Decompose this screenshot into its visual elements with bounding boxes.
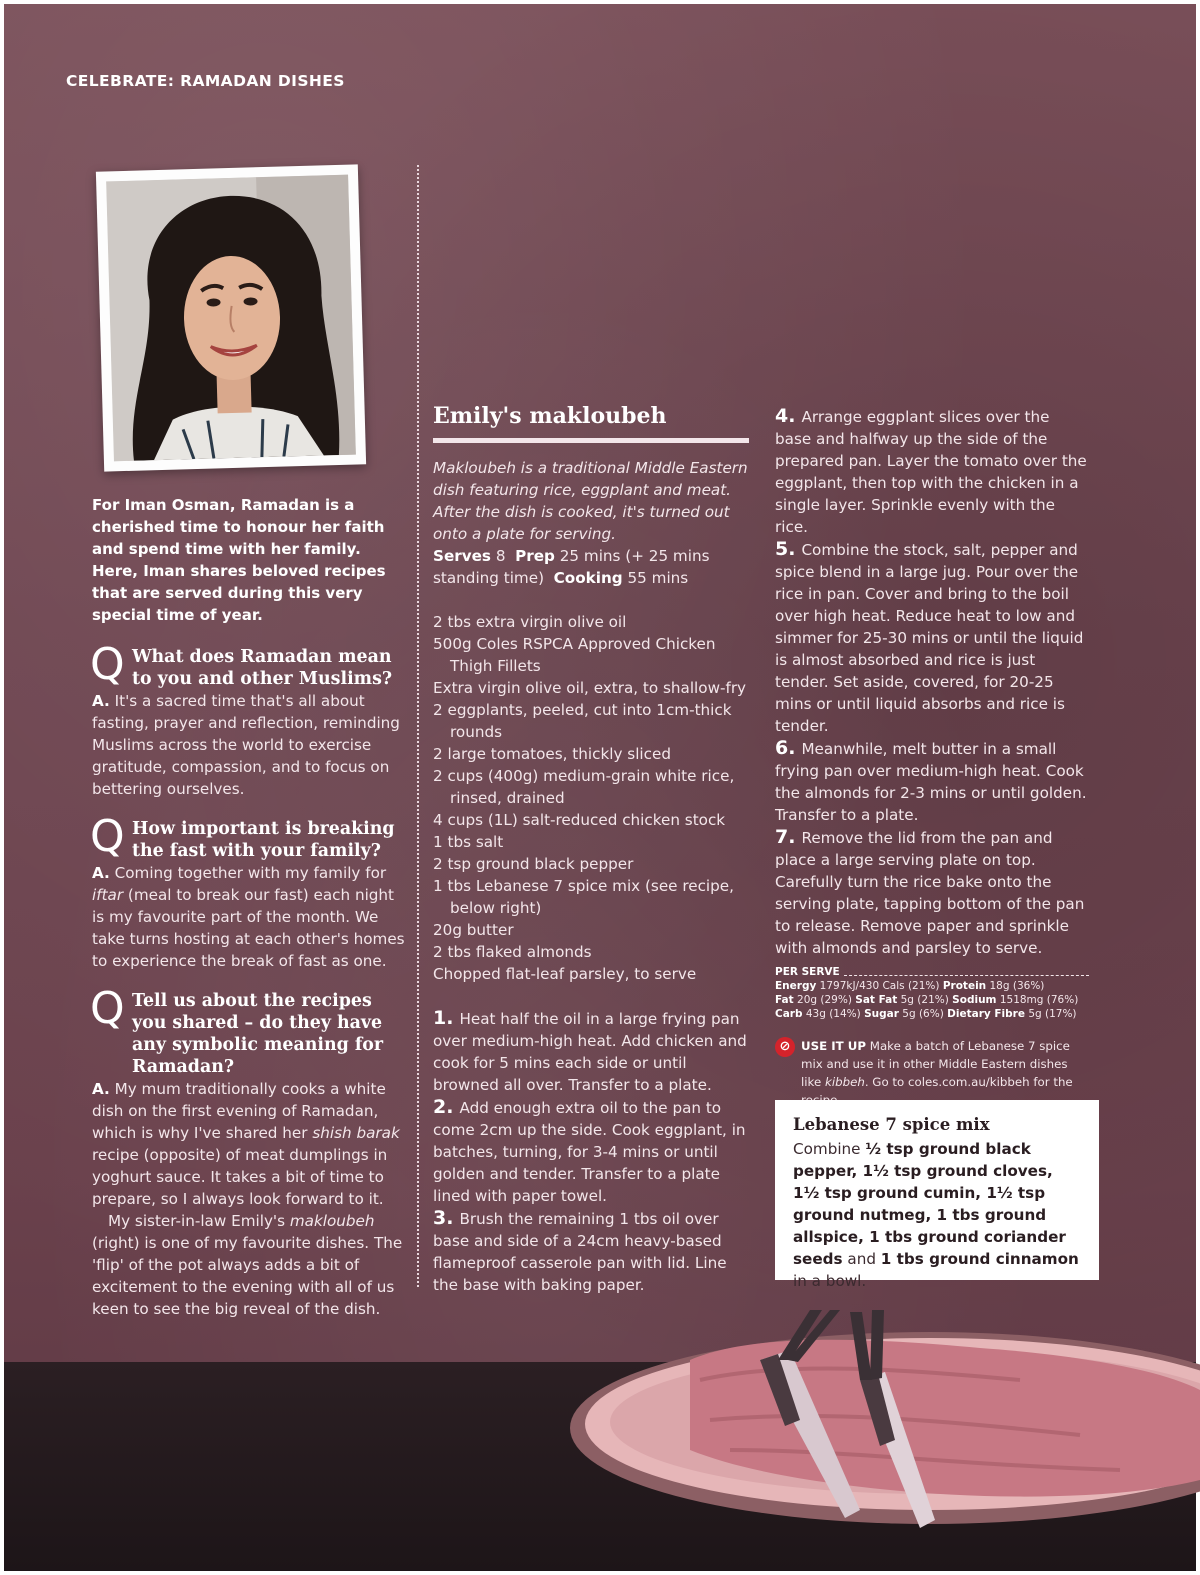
ingredient-item: 1 tbs Lebanese 7 spice mix (see recipe, below right) xyxy=(433,877,734,917)
method-step xyxy=(775,538,1089,737)
answer-lead: A. xyxy=(92,692,110,710)
answer-text: Coming together with my family for xyxy=(109,864,387,882)
intro-text: For Iman Osman, Ramadan is a cherished time to honour her faith and spend time with her family. Here, Iman shares beloved recipes that are served during this very special time of year. xyxy=(92,496,386,624)
step-text: Arrange eggplant slices over the base and halfway up the side of the prepared pan. Layer the tomato over the eggplant, then top with the chicken in a single layer. Sprinkle evenly with the rice. xyxy=(775,408,1087,536)
section-kicker: CELEBRATE: RAMADAN DISHES xyxy=(66,72,345,90)
method-step xyxy=(775,826,1089,959)
use-it-up-label: USE IT UP xyxy=(801,1039,867,1053)
prep-value: 25 mins (+ 25 mins standing time) xyxy=(433,547,710,587)
ingredient-item: 2 large tomatoes, thickly sliced xyxy=(433,745,671,763)
answer-lead: A. xyxy=(92,1080,110,1098)
method-continued-column xyxy=(775,405,1089,1109)
nutrition-heading xyxy=(775,965,1089,979)
use-it-up-emphasis: kibbeh xyxy=(824,1075,865,1089)
method-steps xyxy=(433,1007,749,1296)
portrait-photo xyxy=(96,164,366,471)
question xyxy=(90,811,408,862)
method-step xyxy=(433,1096,749,1207)
step-text: Meanwhile, melt butter in a small frying pan over medium-high heat. Cook the almonds for 2-3 mins or until golden. Transfer to a plate. xyxy=(775,740,1087,824)
method-step xyxy=(775,737,1089,826)
serves-value: 8 xyxy=(495,547,506,565)
step-text: Remove the lid from the pan and place a large serving plate on top. Carefully turn the rice bake onto the serving plate, tapping bottom of the pan to release. Remove paper and sprinkle with almonds and parsley to serve. xyxy=(775,829,1085,957)
recipe-title: Emily's makloubeh xyxy=(433,402,749,443)
qa-item xyxy=(90,811,408,972)
ingredient-item: 500g Coles RSPCA Approved Chicken Thigh Fillets xyxy=(433,635,716,675)
recipe-meta xyxy=(433,545,749,589)
answer-text: My sister-in-law Emily's xyxy=(108,1212,290,1230)
sodium-label: Sodium xyxy=(952,994,997,1006)
method-steps xyxy=(775,405,1089,959)
sodium-value: 1518mg (76%) xyxy=(999,994,1079,1006)
ingredient-item: Chopped flat-leaf parsley, to serve xyxy=(433,965,697,983)
satfat-value: 5g (21%) xyxy=(900,994,949,1006)
method-step xyxy=(433,1207,749,1296)
q-letter: Q xyxy=(90,811,125,862)
question-text: How important is breaking the fast with your family? xyxy=(132,819,395,861)
recipe-column xyxy=(433,402,749,1296)
step-number: 5. xyxy=(775,538,796,560)
spice-mix-text: in a bowl. xyxy=(793,1272,867,1290)
portrait-illustration xyxy=(106,175,356,462)
step-text: Add enough extra oil to the pan to come 2cm up the side. Cook eggplant, in batches, turning, for 3-4 mins or until golden and tender. Transfer to a plate lined with paper towel. xyxy=(433,1099,746,1205)
nutrition-line xyxy=(775,1007,1089,1021)
nutrition-line xyxy=(775,979,1089,993)
step-number: 2. xyxy=(433,1096,454,1118)
spice-mix-bold: ½ tsp ground black pepper, 1½ tsp ground cloves, 1½ tsp ground cumin, 1½ tsp ground nutmeg, 1 tbs ground allspice, 1 tbs ground coriander seeds xyxy=(793,1140,1066,1268)
answer-text: My mum traditionally cooks a white dish on the first evening of Ramadan, which is why I've shared her xyxy=(92,1080,386,1142)
spice-mix-bold: 1 tbs ground cinnamon xyxy=(880,1250,1079,1268)
qa-item xyxy=(90,639,408,800)
answer-text: (right) is one of my favourite dishes. The 'flip' of the pot always adds a bit of excitement to the evening with all of us keen to see the big reveal of the dish. xyxy=(92,1234,403,1318)
ingredient-item: 4 cups (1L) salt-reduced chicken stock xyxy=(433,811,726,829)
spice-mix-text: Combine xyxy=(793,1140,866,1158)
ingredient-item: 2 cups (400g) medium-grain white rice, rinsed, drained xyxy=(433,767,735,807)
ingredient-item: 2 tbs extra virgin olive oil xyxy=(433,613,627,631)
ingredient-item: 2 eggplants, peeled, cut into 1cm-thick rounds xyxy=(433,701,732,741)
energy-label: Energy xyxy=(775,980,817,992)
ingredient-item: 2 tbs flaked almonds xyxy=(433,943,592,961)
nutrition-heading-text: PER SERVE xyxy=(775,966,840,978)
method-step xyxy=(775,405,1089,538)
nutrition-panel xyxy=(775,965,1089,1021)
q-letter: Q xyxy=(90,639,125,690)
fibre-label: Dietary Fibre xyxy=(947,1008,1025,1020)
protein-label: Protein xyxy=(942,980,987,992)
carb-value: 43g (14%) xyxy=(805,1008,861,1020)
answer-text: recipe (opposite) of meat dumplings in yoghurt sauce. It takes a bit of time to prepare, so I always look forward to it. xyxy=(92,1146,388,1208)
answer xyxy=(92,862,408,972)
column-divider xyxy=(417,165,419,1287)
ingredient-item: 2 tsp ground black pepper xyxy=(433,855,634,873)
ingredient-list xyxy=(433,611,749,985)
method-step xyxy=(433,1007,749,1096)
use-it-up-text: . Go to coles.com.au/kibbeh for the xyxy=(864,1075,1073,1089)
q-letter: Q xyxy=(90,983,125,1034)
question-text: What does Ramadan mean to you and other Muslims? xyxy=(132,647,393,689)
step-number: 1. xyxy=(433,1007,454,1029)
step-number: 7. xyxy=(775,826,796,848)
use-it-up-text: Make a batch of Lebanese 7 spice mix and use it in other Middle Eastern dishes like xyxy=(801,1039,1070,1089)
step-text: Heat half the oil in a large frying pan over medium-high heat. Add chicken and cook for 5 mins each side or until browned all over. Transfer to a plate. xyxy=(433,1010,747,1094)
answer-emphasis: shish barak xyxy=(312,1124,400,1142)
nutrition-line xyxy=(775,993,1089,1007)
step-number: 3. xyxy=(433,1207,454,1229)
fat-value: 20g (29%) xyxy=(797,994,852,1006)
answer-lead: A. xyxy=(92,864,110,882)
ingredient-item: 20g butter xyxy=(433,921,514,939)
plate-and-forks-image xyxy=(560,1300,1200,1571)
answer-text: It's a sacred time that's all about fasting, prayer and reflection, reminding Muslims across the world to exercise gratitude, compassion, and to focus on bettering ourselves. xyxy=(92,692,400,798)
ingredient-item: 1 tbs salt xyxy=(433,833,504,851)
answer xyxy=(92,1078,408,1210)
sugar-value: 5g (6%) xyxy=(902,1008,944,1020)
recipe-description: Makloubeh is a traditional Middle Eastern dish featuring rice, eggplant and meat. After the dish is cooked, it's turned out onto a plate for serving. xyxy=(433,459,748,543)
step-number: 6. xyxy=(775,737,796,759)
interview-column xyxy=(92,494,408,1338)
answer-emphasis: iftar xyxy=(92,886,124,904)
step-number: 4. xyxy=(775,405,796,427)
serves-label: Serves xyxy=(433,547,491,565)
answer-paragraph-2 xyxy=(92,1210,408,1320)
spice-mix-title: Lebanese 7 spice mix xyxy=(793,1115,990,1134)
question-text: Tell us about the recipes you shared – do they have any symbolic meaning for Ramadan? xyxy=(132,991,384,1077)
question xyxy=(90,983,408,1078)
no-waste-icon: ⊘ xyxy=(775,1037,795,1057)
ingredient-item: Extra virgin olive oil, extra, to shallow-fry xyxy=(433,679,747,697)
qa-item xyxy=(90,983,408,1320)
prep-label: Prep xyxy=(515,547,555,565)
question xyxy=(90,639,408,690)
step-text: Brush the remaining 1 tbs oil over base and side of a 24cm heavy-based flameproof casserole pan with lid. Line the base with baking paper. xyxy=(433,1210,727,1294)
fat-label: Fat xyxy=(775,994,794,1006)
energy-value: 1797kJ/430 Cals (21%) xyxy=(819,980,940,992)
fibre-value: 5g (17%) xyxy=(1028,1008,1077,1020)
spice-mix-box xyxy=(775,1100,1099,1290)
step-text: Combine the stock, salt, pepper and spice blend in a large jug. Pour over the rice in pan. Cover and bring to the boil over high heat. Reduce heat to low and simmer for 25-30 mins or until the liquid is almost absorbed and rice is just tender. Set aside, covered, for 20-25 mins or until liquid absorbs and rice is tender. xyxy=(775,541,1084,735)
use-it-up-tip xyxy=(775,1037,1089,1109)
answer-text: (meal to break our fast) each night is my favourite part of the month. We take turns hosting at each other's homes to experience the break of fast as one. xyxy=(92,886,405,970)
spice-mix-text: and xyxy=(842,1250,881,1268)
protein-value: 18g (36%) xyxy=(989,980,1045,992)
answer-emphasis: makloubeh xyxy=(289,1212,375,1230)
sugar-label: Sugar xyxy=(864,1008,899,1020)
cooking-label: Cooking xyxy=(553,569,623,587)
cooking-value: 55 mins xyxy=(627,569,689,587)
answer xyxy=(92,690,408,800)
satfat-label: Sat Fat xyxy=(855,994,898,1006)
carb-label: Carb xyxy=(775,1008,803,1020)
